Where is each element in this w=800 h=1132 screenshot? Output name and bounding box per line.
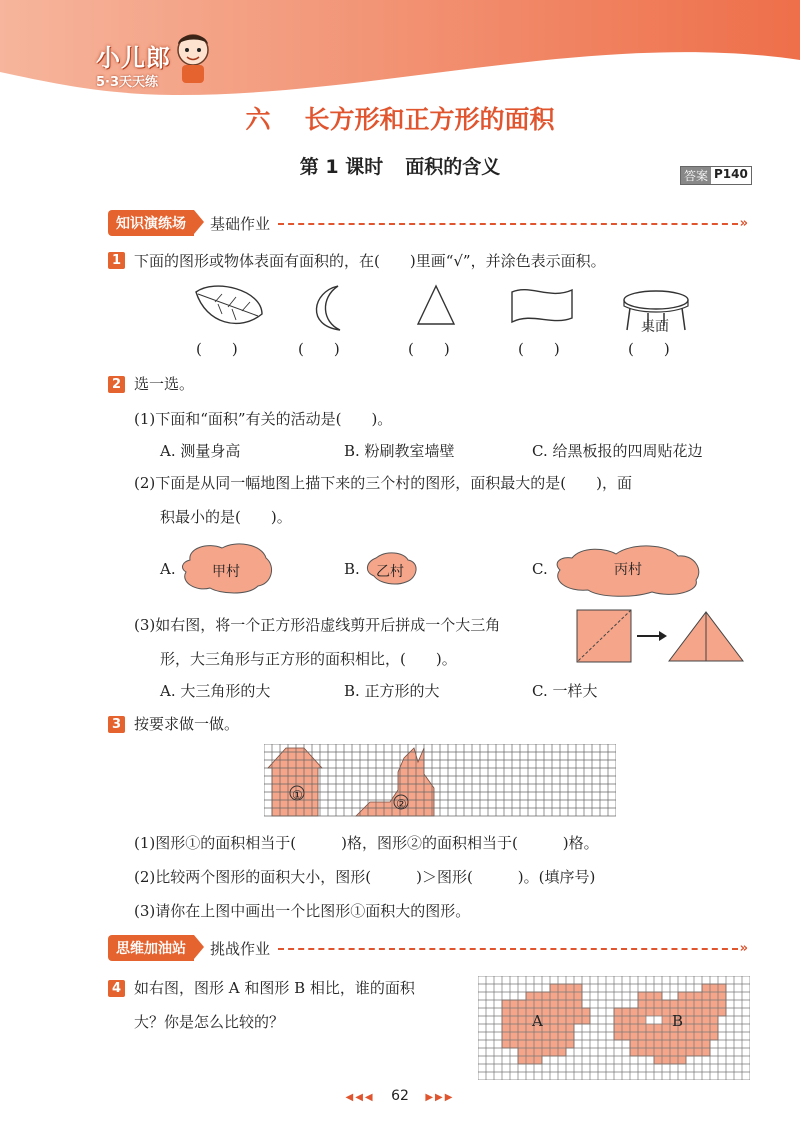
shape-label: ②: [396, 797, 407, 811]
answer-paren[interactable]: ( ): [408, 340, 450, 358]
answer-paren[interactable]: ( ): [298, 340, 340, 358]
leaf-icon: [196, 286, 262, 323]
wavy-rectangle-icon: [512, 290, 572, 322]
answer-page: P140: [714, 167, 748, 181]
sub-question: (3)如右图，将一个正方形沿虚线剪开后拼成一个大三角: [134, 616, 501, 634]
square-to-triangle-figure: [575, 608, 750, 664]
shape-label: ①: [292, 788, 303, 802]
shape-label-b: B: [672, 1012, 684, 1030]
crescent-moon-icon: [316, 286, 340, 330]
option[interactable]: B. 粉刷教室墙壁: [344, 442, 455, 460]
q4-grid: [478, 976, 750, 1080]
prev-arrows-icon: ◀◀◀: [345, 1092, 375, 1103]
arrow-right-icon: [637, 631, 667, 641]
double-chevron-icon: »: [739, 215, 748, 231]
brand-name: 小儿郎: [96, 44, 171, 72]
sub-question: 积最小的是( )。: [160, 508, 292, 526]
question-number: 1: [108, 252, 125, 269]
divider: [278, 223, 738, 225]
sub-question: (3)请你在上图中画出一个比图形①面积大的图形。: [134, 902, 471, 920]
question-number: 4: [108, 980, 125, 997]
sub-question: (2)下面是从同一幅地图上描下来的三个村的图形，面积最大的是( )，面: [134, 474, 632, 492]
answer-label: 答案: [681, 167, 711, 184]
q1-shapes: [0, 280, 800, 340]
option[interactable]: B. 正方形的大: [344, 682, 440, 700]
option[interactable]: B.: [344, 560, 360, 578]
next-arrows-icon: ▶▶▶: [425, 1092, 455, 1103]
section-tag: 思维加油站: [108, 935, 194, 961]
sub-question: (2)比较两个图形的面积大小，图形( )＞图形( )。(填序号): [134, 868, 596, 886]
shape-label-a: A: [532, 1012, 543, 1030]
option[interactable]: C. 给黑板报的四周贴花边: [532, 442, 703, 460]
village-label: 甲村: [212, 564, 240, 580]
sub-question: 形，大三角形与正方形的面积相比，( )。: [160, 650, 457, 668]
question-text: 下面的图形或物体表面有面积的，在( )里画“√”，并涂色表示面积。: [134, 252, 606, 270]
option[interactable]: C.: [532, 560, 548, 578]
sub-question: (1)图形①的面积相当于( )格，图形②的面积相当于( )格。: [134, 834, 599, 852]
brand-logo: [96, 38, 171, 90]
page-footer: [0, 1088, 800, 1104]
option[interactable]: A. 测量身高: [160, 442, 241, 460]
answer-paren[interactable]: ( ): [196, 340, 238, 358]
divider: [278, 948, 738, 950]
lesson-name: 面积的含义: [405, 156, 501, 178]
chapter-name: 长方形和正方形的面积: [304, 105, 555, 134]
option[interactable]: A. 大三角形的大: [160, 682, 271, 700]
question-text: 按要求做一做。: [134, 715, 240, 733]
sub-question: (1)下面和“面积”有关的活动是( )。: [134, 410, 393, 428]
triangle-icon: [418, 286, 454, 324]
double-chevron-icon: »: [739, 940, 748, 956]
village-label: 丙村: [614, 562, 642, 578]
question-number: 3: [108, 716, 125, 733]
question-text: 大？你是怎么比较的？: [134, 1013, 285, 1031]
question-text: 选一选。: [134, 375, 195, 393]
desk-label: 桌面: [641, 319, 669, 335]
answer-paren[interactable]: ( ): [518, 340, 560, 358]
brand-series: 5·3天天练: [96, 75, 159, 90]
answer-paren[interactable]: ( ): [628, 340, 670, 358]
question-number: 2: [108, 376, 125, 393]
section-tag: 知识演练场: [108, 210, 194, 236]
section-kind: 挑战作业: [210, 939, 271, 958]
question-text: 如右图，图形 A 和图形 B 相比，谁的面积: [134, 979, 415, 997]
option[interactable]: A.: [160, 560, 176, 578]
chapter-title: [0, 100, 800, 136]
q3-grid[interactable]: [264, 744, 616, 818]
answer-reference[interactable]: [680, 166, 752, 185]
lesson-number: 第 1 课时: [299, 156, 384, 178]
section-kind: 基础作业: [210, 214, 271, 233]
section-challenge-header: [108, 935, 748, 961]
mascot-icon: [170, 30, 216, 85]
option[interactable]: C. 一样大: [532, 682, 598, 700]
section-basic-header: [108, 210, 748, 236]
village-label: 乙村: [376, 564, 404, 580]
house-shape: [268, 748, 322, 816]
chapter-number: 六: [245, 105, 271, 134]
page-number: 62: [391, 1088, 409, 1104]
